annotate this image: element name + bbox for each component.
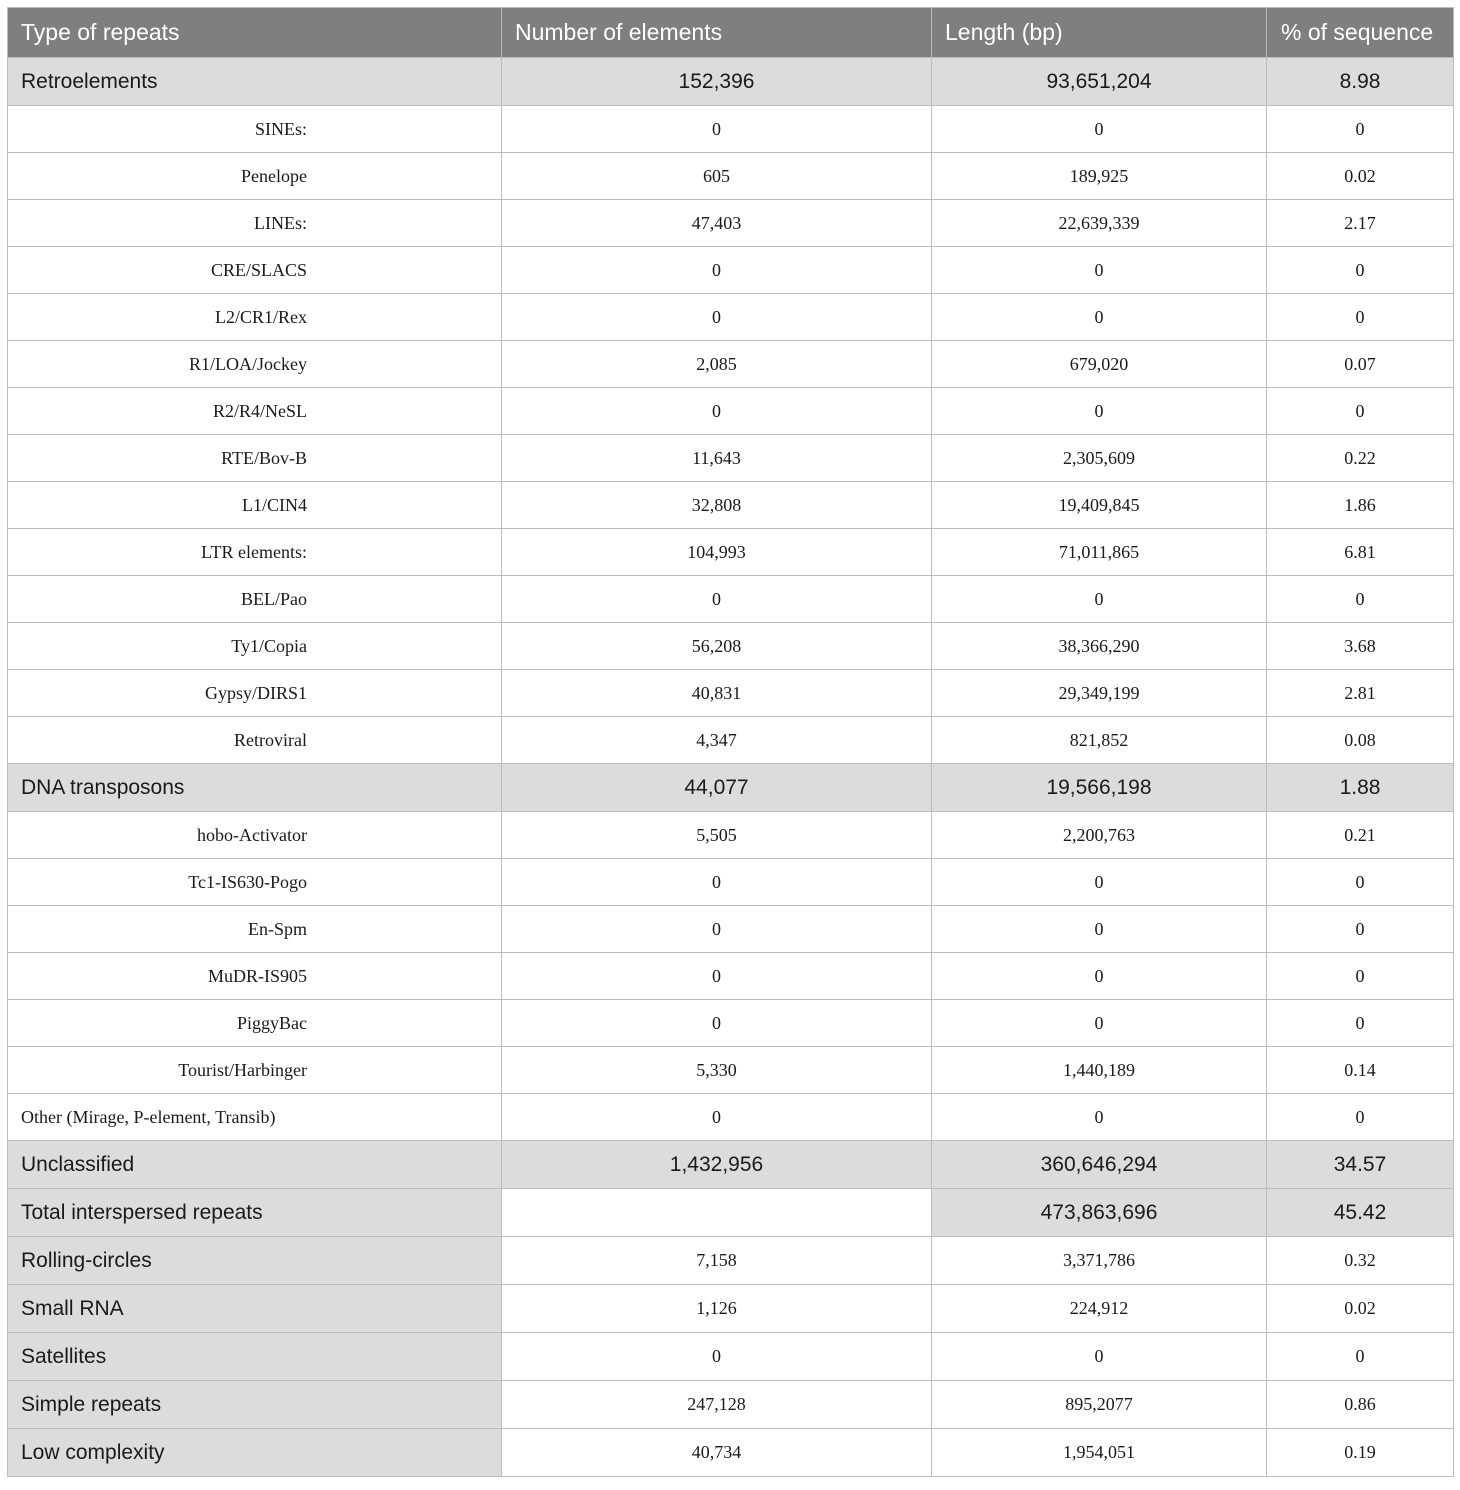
table-row — [8, 717, 1454, 764]
cell-length: 71,011,865 — [932, 529, 1267, 576]
cell-number: 1,126 — [502, 1285, 932, 1333]
cell-number: 56,208 — [502, 623, 932, 670]
cell-percent: 0.02 — [1267, 1285, 1454, 1333]
cell-number: 11,643 — [502, 435, 932, 482]
row-label: Unclassified — [8, 1141, 502, 1189]
row-label: Gypsy/DIRS1 — [8, 670, 502, 717]
table-row — [8, 1237, 1454, 1285]
cell-percent: 0.14 — [1267, 1047, 1454, 1094]
row-label: Total interspersed repeats — [8, 1189, 502, 1237]
row-label: Simple repeats — [8, 1381, 502, 1429]
table-row — [8, 670, 1454, 717]
header-row — [8, 8, 1454, 58]
table-row — [8, 200, 1454, 247]
row-label: LTR elements: — [8, 529, 502, 576]
cell-number: 7,158 — [502, 1237, 932, 1285]
cell-number: 0 — [502, 247, 932, 294]
cell-percent: 0.32 — [1267, 1237, 1454, 1285]
table-row — [8, 1189, 1454, 1237]
cell-number: 0 — [502, 388, 932, 435]
table-row — [8, 1047, 1454, 1094]
table-body — [8, 58, 1454, 1477]
cell-percent: 2.81 — [1267, 670, 1454, 717]
cell-length: 1,440,189 — [932, 1047, 1267, 1094]
cell-number: 40,734 — [502, 1429, 932, 1477]
cell-number: 47,403 — [502, 200, 932, 247]
cell-length: 679,020 — [932, 341, 1267, 388]
row-label: Tc1-IS630-Pogo — [8, 859, 502, 906]
cell-percent: 3.68 — [1267, 623, 1454, 670]
cell-length: 0 — [932, 906, 1267, 953]
cell-percent: 0 — [1267, 106, 1454, 153]
table-row — [8, 1094, 1454, 1141]
row-label: LINEs: — [8, 200, 502, 247]
cell-length: 0 — [932, 1000, 1267, 1047]
table-row — [8, 1285, 1454, 1333]
row-label: Ty1/Copia — [8, 623, 502, 670]
cell-percent: 0.08 — [1267, 717, 1454, 764]
cell-percent: 1.86 — [1267, 482, 1454, 529]
header-percent: % of sequence — [1267, 8, 1454, 58]
cell-percent: 45.42 — [1267, 1189, 1454, 1237]
cell-length: 29,349,199 — [932, 670, 1267, 717]
row-label: Retroelements — [8, 58, 502, 106]
cell-number: 0 — [502, 859, 932, 906]
cell-percent: 0 — [1267, 1000, 1454, 1047]
table-row — [8, 1381, 1454, 1429]
row-label: SINEs: — [8, 106, 502, 153]
table-row — [8, 435, 1454, 482]
cell-percent: 0 — [1267, 294, 1454, 341]
row-label: MuDR-IS905 — [8, 953, 502, 1000]
cell-length: 3,371,786 — [932, 1237, 1267, 1285]
cell-number: 44,077 — [502, 764, 932, 812]
cell-number: 1,432,956 — [502, 1141, 932, 1189]
cell-length: 38,366,290 — [932, 623, 1267, 670]
table-row — [8, 576, 1454, 623]
cell-length: 0 — [932, 106, 1267, 153]
table-row — [8, 106, 1454, 153]
row-label: Low complexity — [8, 1429, 502, 1477]
row-label: Satellites — [8, 1333, 502, 1381]
cell-number: 0 — [502, 294, 932, 341]
cell-percent: 0.19 — [1267, 1429, 1454, 1477]
table-row — [8, 247, 1454, 294]
table-row — [8, 623, 1454, 670]
row-label: DNA transposons — [8, 764, 502, 812]
row-label: Penelope — [8, 153, 502, 200]
row-label: L2/CR1/Rex — [8, 294, 502, 341]
cell-length: 224,912 — [932, 1285, 1267, 1333]
cell-length: 0 — [932, 576, 1267, 623]
cell-number — [502, 1189, 932, 1237]
cell-percent: 0 — [1267, 247, 1454, 294]
table-row — [8, 529, 1454, 576]
row-label: R2/R4/NeSL — [8, 388, 502, 435]
table-row — [8, 294, 1454, 341]
cell-number: 40,831 — [502, 670, 932, 717]
cell-number: 0 — [502, 106, 932, 153]
cell-length: 19,566,198 — [932, 764, 1267, 812]
cell-number: 247,128 — [502, 1381, 932, 1429]
table-header — [8, 8, 1454, 58]
table-row — [8, 1333, 1454, 1381]
cell-percent: 0.86 — [1267, 1381, 1454, 1429]
cell-length: 22,639,339 — [932, 200, 1267, 247]
cell-percent: 0 — [1267, 388, 1454, 435]
cell-number: 605 — [502, 153, 932, 200]
cell-number: 5,330 — [502, 1047, 932, 1094]
cell-percent: 6.81 — [1267, 529, 1454, 576]
table-row — [8, 812, 1454, 859]
cell-number: 0 — [502, 576, 932, 623]
table-row — [8, 1000, 1454, 1047]
cell-percent: 0 — [1267, 906, 1454, 953]
cell-number: 0 — [502, 906, 932, 953]
table-row — [8, 482, 1454, 529]
cell-length: 19,409,845 — [932, 482, 1267, 529]
cell-percent: 0 — [1267, 953, 1454, 1000]
table-row — [8, 859, 1454, 906]
header-length: Length (bp) — [932, 8, 1267, 58]
cell-length: 189,925 — [932, 153, 1267, 200]
repeats-table — [7, 7, 1454, 1477]
cell-length: 0 — [932, 1333, 1267, 1381]
cell-length: 895,2077 — [932, 1381, 1267, 1429]
cell-number: 2,085 — [502, 341, 932, 388]
cell-number: 0 — [502, 1000, 932, 1047]
cell-percent: 0.07 — [1267, 341, 1454, 388]
row-label: Retroviral — [8, 717, 502, 764]
cell-number: 152,396 — [502, 58, 932, 106]
cell-number: 32,808 — [502, 482, 932, 529]
header-type: Type of repeats — [8, 8, 502, 58]
cell-length: 821,852 — [932, 717, 1267, 764]
cell-percent: 0 — [1267, 1333, 1454, 1381]
table-row — [8, 1141, 1454, 1189]
cell-percent: 0 — [1267, 1094, 1454, 1141]
cell-percent: 8.98 — [1267, 58, 1454, 106]
table-row — [8, 906, 1454, 953]
table-row — [8, 341, 1454, 388]
cell-percent: 0 — [1267, 859, 1454, 906]
cell-number: 0 — [502, 953, 932, 1000]
cell-length: 0 — [932, 294, 1267, 341]
header-number: Number of elements — [502, 8, 932, 58]
table-row — [8, 953, 1454, 1000]
row-label: BEL/Pao — [8, 576, 502, 623]
cell-length: 2,200,763 — [932, 812, 1267, 859]
row-label: L1/CIN4 — [8, 482, 502, 529]
cell-length: 473,863,696 — [932, 1189, 1267, 1237]
cell-length: 0 — [932, 388, 1267, 435]
cell-length: 0 — [932, 953, 1267, 1000]
cell-number: 4,347 — [502, 717, 932, 764]
cell-length: 0 — [932, 859, 1267, 906]
row-label: RTE/Bov-B — [8, 435, 502, 482]
cell-length: 1,954,051 — [932, 1429, 1267, 1477]
cell-length: 93,651,204 — [932, 58, 1267, 106]
cell-percent: 0 — [1267, 576, 1454, 623]
table-row — [8, 1429, 1454, 1477]
cell-percent: 0.21 — [1267, 812, 1454, 859]
row-label: En-Spm — [8, 906, 502, 953]
row-label: R1/LOA/Jockey — [8, 341, 502, 388]
table-row — [8, 388, 1454, 435]
row-label: Other (Mirage, P-element, Transib) — [8, 1094, 502, 1141]
row-label: hobo-Activator — [8, 812, 502, 859]
cell-percent: 0.02 — [1267, 153, 1454, 200]
cell-number: 104,993 — [502, 529, 932, 576]
cell-percent: 34.57 — [1267, 1141, 1454, 1189]
table-row — [8, 764, 1454, 812]
cell-percent: 1.88 — [1267, 764, 1454, 812]
cell-number: 0 — [502, 1094, 932, 1141]
row-label: PiggyBac — [8, 1000, 502, 1047]
cell-percent: 2.17 — [1267, 200, 1454, 247]
cell-number: 5,505 — [502, 812, 932, 859]
cell-length: 0 — [932, 1094, 1267, 1141]
table-row — [8, 58, 1454, 106]
row-label: CRE/SLACS — [8, 247, 502, 294]
table-row — [8, 153, 1454, 200]
cell-length: 2,305,609 — [932, 435, 1267, 482]
cell-number: 0 — [502, 1333, 932, 1381]
cell-length: 0 — [932, 247, 1267, 294]
row-label: Rolling-circles — [8, 1237, 502, 1285]
cell-percent: 0.22 — [1267, 435, 1454, 482]
cell-length: 360,646,294 — [932, 1141, 1267, 1189]
row-label: Tourist/Harbinger — [8, 1047, 502, 1094]
row-label: Small RNA — [8, 1285, 502, 1333]
